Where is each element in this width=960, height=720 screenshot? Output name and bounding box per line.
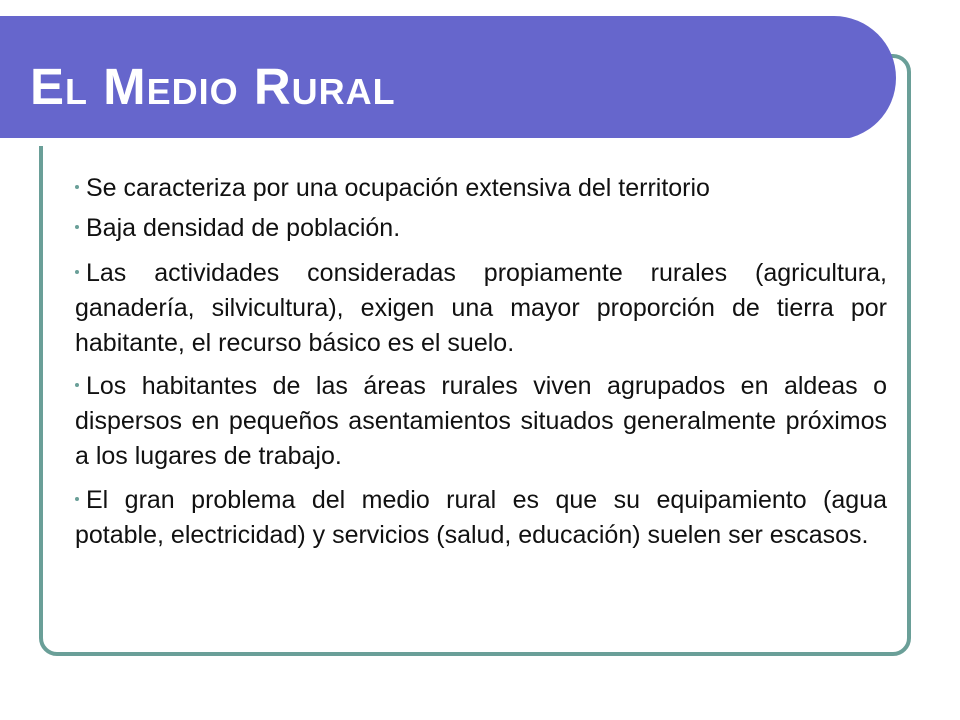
title-banner (0, 16, 896, 140)
bullet-text: Baja densidad de población. (86, 214, 401, 242)
bullet-item (75, 483, 887, 553)
bullet-text: Las actividades consideradas propiamente rurales (agricultura, ganadería, silvicultura), exigen una mayor proporción de tierra por habitante, el recurso básico es el suelo. (75, 259, 887, 357)
bullet-dot-icon (75, 225, 79, 229)
bullet-item (75, 369, 887, 474)
bullet-item (75, 256, 887, 361)
bullet-text: Los habitantes de las áreas rurales viven agrupados en aldeas o dispersos en pequeños asentamientos situados generalmente próximos a los lugares de trabajo. (75, 372, 887, 470)
bullet-dot-icon (75, 497, 79, 501)
bullet-text: Se caracteriza por una ocupación extensiva del territorio (86, 174, 710, 202)
bullet-dot-icon (75, 185, 79, 189)
bullet-text: El gran problema del medio rural es que su equipamiento (agua potable, electricidad) y servicios (salud, educación) suelen ser escasos. (75, 486, 887, 549)
bullet-item (75, 171, 887, 206)
slide-title: El Medio Rural (30, 58, 396, 115)
bullet-list (75, 171, 887, 563)
bullet-dot-icon (75, 383, 79, 387)
bullet-item (75, 211, 887, 246)
title-underline (0, 138, 850, 146)
bullet-dot-icon (75, 270, 79, 274)
